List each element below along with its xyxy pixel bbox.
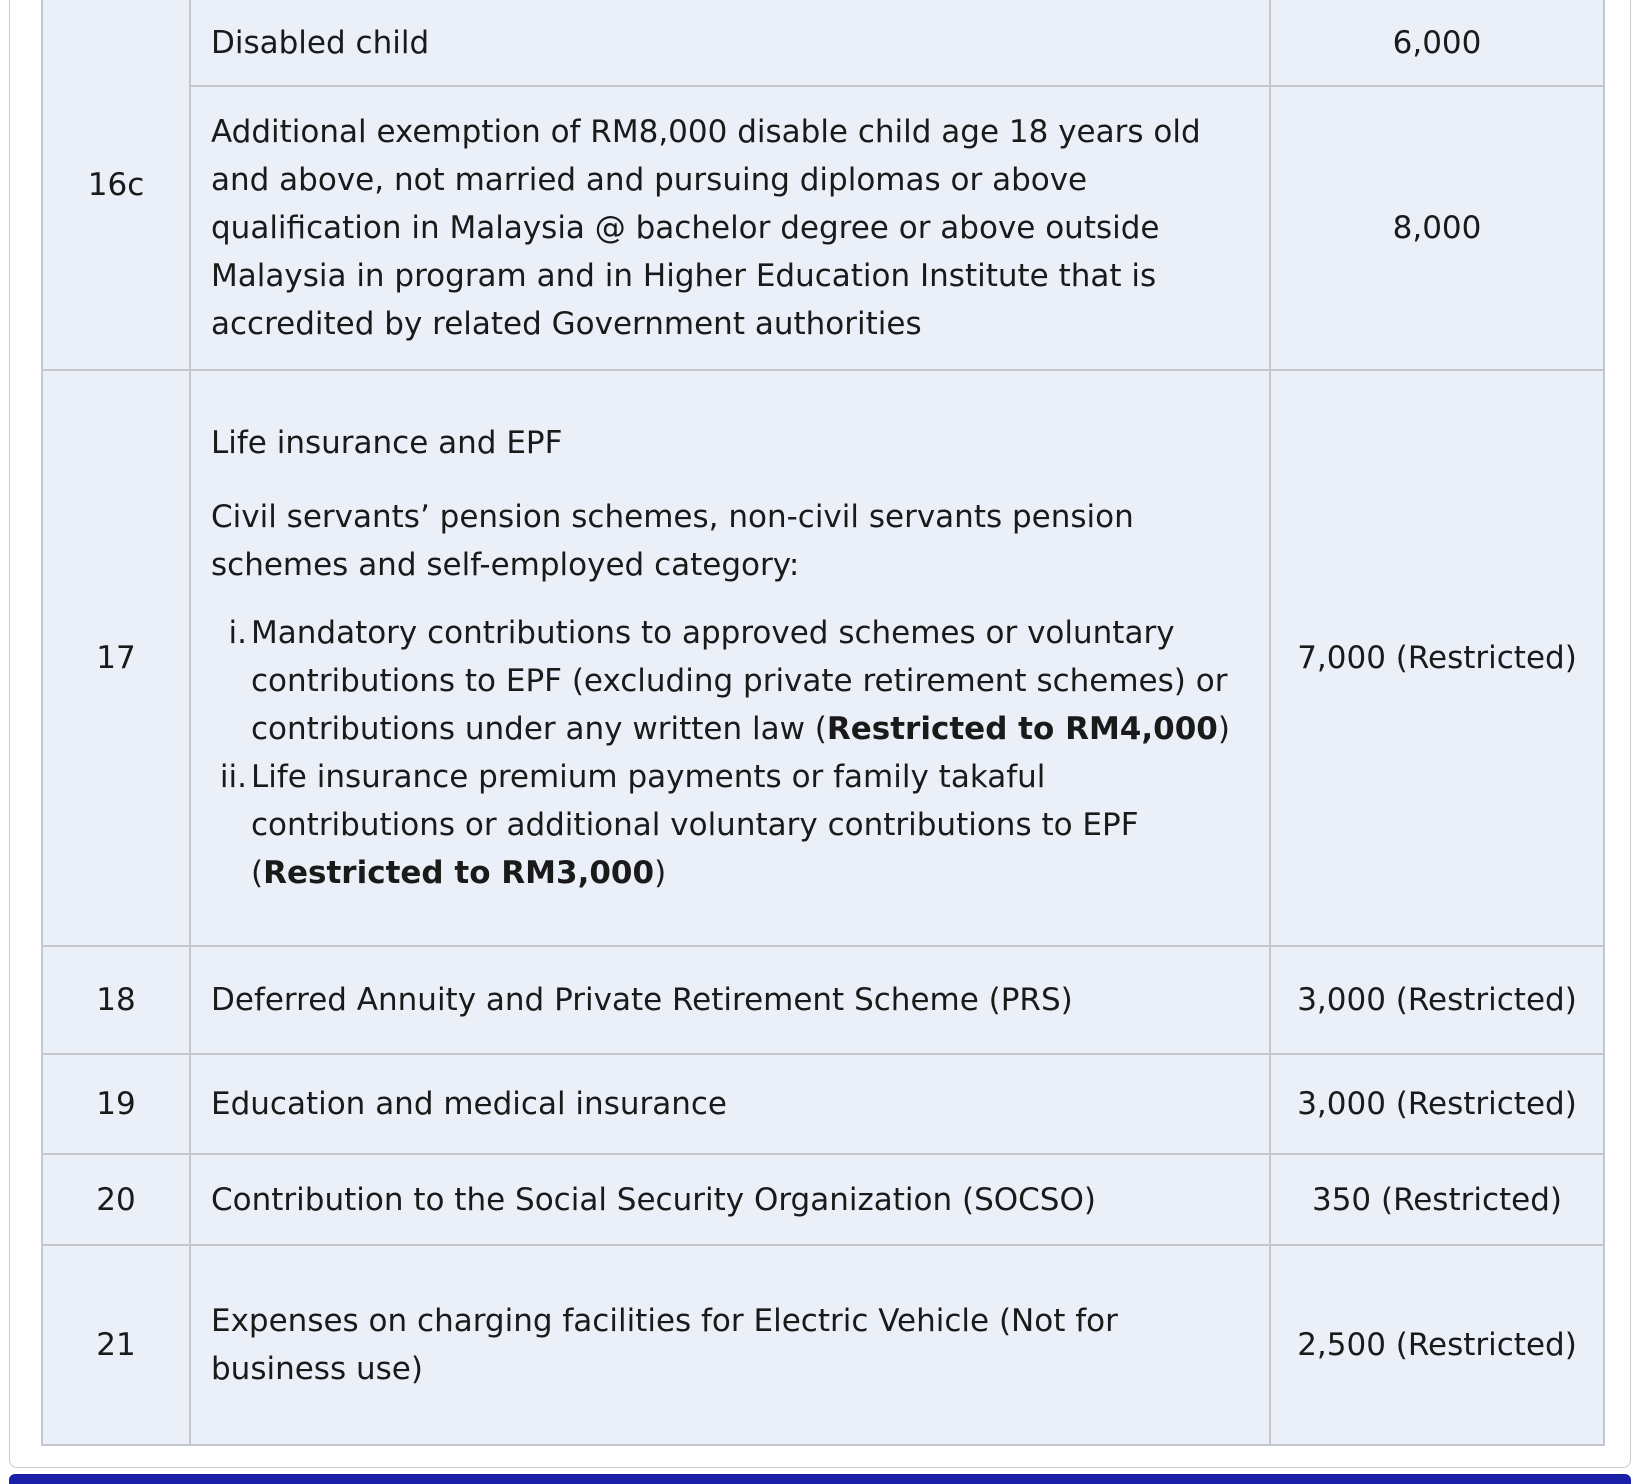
row-amount: 7,000 (Restricted) <box>1270 370 1604 946</box>
tax-relief-table <box>41 0 1605 1446</box>
row-title: Life insurance and EPF <box>211 425 563 461</box>
row-description: Contribution to the Social Security Organization (SOCSO) <box>190 1154 1270 1245</box>
row-number: 20 <box>42 1154 190 1245</box>
row-description: Disabled child <box>190 0 1270 86</box>
row-description <box>190 370 1270 946</box>
row-number: 21 <box>42 1245 190 1445</box>
row-description: Education and medical insurance <box>190 1054 1270 1154</box>
restriction-note: Restricted to RM3,000 <box>263 855 655 891</box>
list-marker: i. <box>228 615 247 651</box>
list-item-tail: ) <box>1217 711 1230 747</box>
list-item <box>228 609 1249 753</box>
restriction-note: Restricted to RM4,000 <box>826 711 1218 747</box>
row-description: Additional exemption of RM8,000 disable child age 18 years old and above, not married and pursuing diplomas or above qualification in Malaysia @ bachelor degree or above outside Malaysia in program and in Higher Education Institute that is accredited by related Government authorities <box>190 86 1270 370</box>
list-item-text: Life insurance premium payments or family takaful contributions or additional voluntary contributions to EPF ( <box>251 759 1139 891</box>
contribution-list <box>211 609 1249 897</box>
bottom-bar <box>9 1474 1631 1484</box>
table-row <box>42 946 1604 1054</box>
list-item-tail: ) <box>654 855 667 891</box>
row-intro: Civil servants’ pension schemes, non-civil servants pension schemes and self-employed category: <box>211 499 1134 583</box>
table-row <box>42 86 1604 370</box>
list-marker: ii. <box>219 759 247 795</box>
table-row <box>42 1245 1604 1445</box>
row-number: 18 <box>42 946 190 1054</box>
row-description: Expenses on charging facilities for Electric Vehicle (Not for business use) <box>190 1245 1270 1445</box>
row-amount: 3,000 (Restricted) <box>1270 1054 1604 1154</box>
table-row <box>42 1054 1604 1154</box>
row-description: Deferred Annuity and Private Retirement Scheme (PRS) <box>190 946 1270 1054</box>
list-item-text: Mandatory contributions to approved schemes or voluntary contributions to EPF (excluding private retirement schemes) or contributions under any written law ( <box>251 615 1228 747</box>
row-number: 16c <box>42 0 190 370</box>
row-amount: 8,000 <box>1270 86 1604 370</box>
table-row <box>42 0 1604 86</box>
row-number: 17 <box>42 370 190 946</box>
row-amount: 350 (Restricted) <box>1270 1154 1604 1245</box>
list-item <box>219 753 1249 897</box>
row-amount: 3,000 (Restricted) <box>1270 946 1604 1054</box>
table-row <box>42 1154 1604 1245</box>
table-row <box>42 370 1604 946</box>
row-amount: 6,000 <box>1270 0 1604 86</box>
row-number: 19 <box>42 1054 190 1154</box>
row-amount: 2,500 (Restricted) <box>1270 1245 1604 1445</box>
